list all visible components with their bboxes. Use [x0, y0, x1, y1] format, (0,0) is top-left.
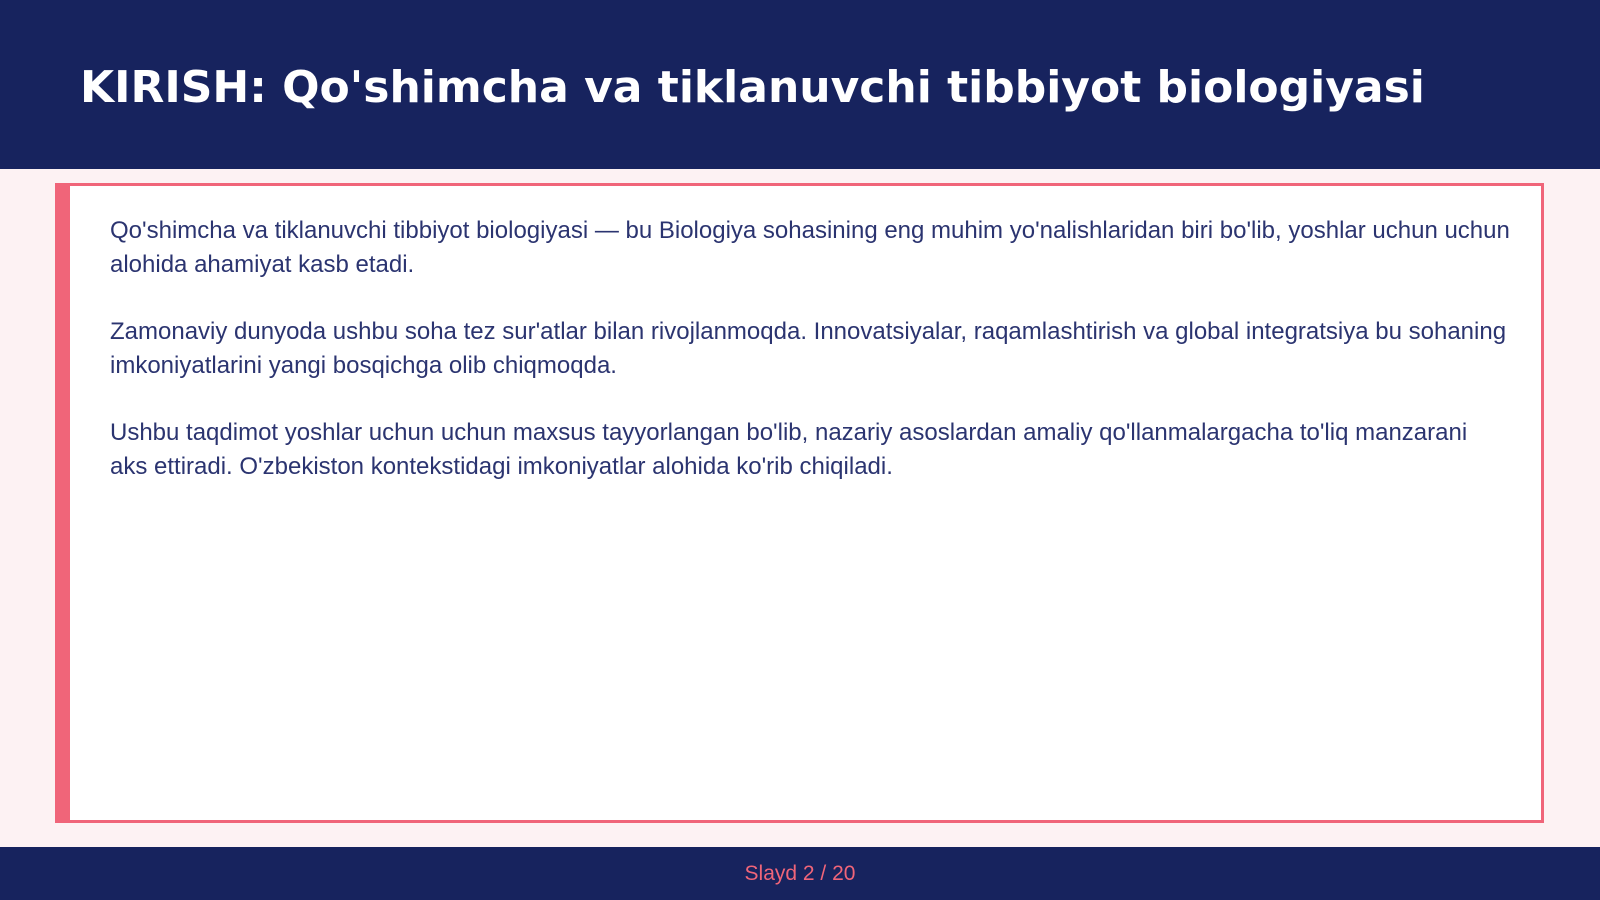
content-text [110, 214, 1510, 517]
content-panel [55, 183, 1544, 823]
slide-counter: Slayd 2 / 20 [744, 862, 856, 885]
slide-title: KIRISH: Qo'shimcha va tiklanuvchi tibbiyot biologiyasi [80, 62, 1425, 113]
paragraph-intro: Qo'shimcha va tiklanuvchi tibbiyot biologiyasi — bu Biologiya sohasining eng muhim yo'nalishlaridan biri bo'lib, yoshlar uchun uchun alohida ahamiyat kasb etadi. [110, 217, 1510, 278]
paragraph-modern-world: Zamonaviy dunyoda ushbu soha tez sur'atlar bilan rivojlanmoqda. Innovatsiyalar, raqamlashtirish va global integratsiya bu sohaning imkoniyatlarini yangi bosqichga olib chiqmoqda. [110, 318, 1507, 379]
slide-header [0, 0, 1600, 169]
slide-footer [0, 847, 1600, 900]
paragraph-presentation-scope: Ushbu taqdimot yoshlar uchun uchun maxsus tayyorlangan bo'lib, nazariy asoslardan amaliy qo'llanmalargacha to'liq manzarani aks ettiradi. O'zbekiston kontekstidagi imkoniyatlar alohida ko'rib chiqiladi. [110, 419, 1468, 480]
